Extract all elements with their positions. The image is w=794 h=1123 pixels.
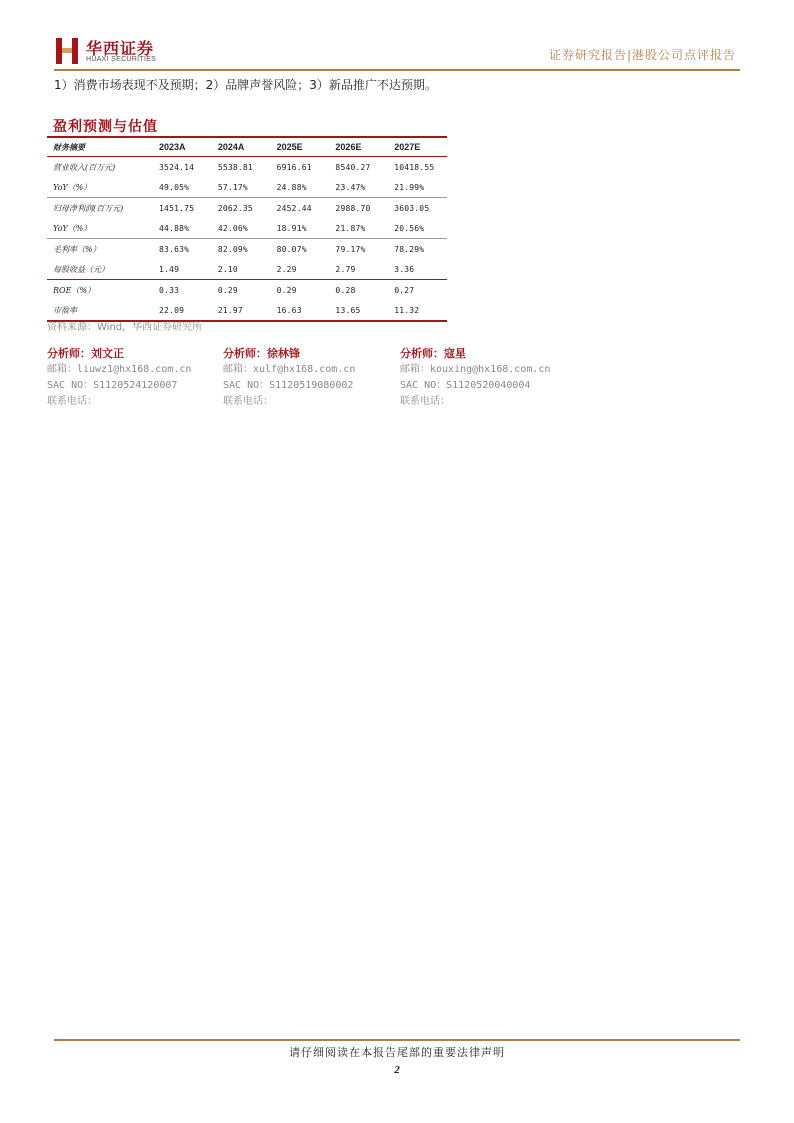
table-cell: 79.17% xyxy=(335,244,366,254)
table-cell: 2.79 xyxy=(335,264,356,274)
row-label: YoY（%） xyxy=(53,223,92,233)
risk-statement: 1）消费市场表现不及预期；2）品牌声誉风险；3）新品推广不达预期。 xyxy=(54,78,437,92)
table-cell: 2.10 xyxy=(217,264,238,274)
table-header-row xyxy=(47,136,447,157)
table-cell: 2.29 xyxy=(276,264,297,274)
analyst-phone: 联系电话： xyxy=(400,396,450,407)
analyst-sac: SAC NO：S1120519080002 xyxy=(223,380,354,391)
column-header: 2023A xyxy=(159,142,186,152)
analyst-sac: SAC NO：S1120520040004 xyxy=(400,380,531,391)
section-title: 盈利预测与估值 xyxy=(53,119,158,135)
analyst-block xyxy=(223,346,355,410)
column-header: 2027E xyxy=(394,142,421,152)
table-row xyxy=(47,157,447,177)
analyst-email: 邮箱：kouxing@hx168.com.cn xyxy=(400,364,551,375)
table-cell: 0.27 xyxy=(394,285,415,295)
table-cell: 78.29% xyxy=(394,244,425,254)
table-cell: 6916.61 xyxy=(276,162,312,172)
column-header: 2024A xyxy=(217,142,245,152)
analyst-email: 邮箱：liuwz1@hx168.com.cn xyxy=(47,364,192,375)
row-label: 归母净利润(百万元) xyxy=(53,203,124,213)
table-cell: 21.97 xyxy=(217,305,243,315)
row-label: 营业收入(百万元) xyxy=(53,162,116,172)
table-cell: 10418.55 xyxy=(394,162,435,172)
table-cell: 20.56% xyxy=(394,223,425,233)
table-cell: 16.63 xyxy=(276,305,302,315)
table-cell: 3524.14 xyxy=(159,162,195,172)
table-cell: 0.33 xyxy=(159,285,180,295)
row-label: 市盈率 xyxy=(53,305,77,315)
table-cell: 22.09 xyxy=(159,305,185,315)
analyst-sac: SAC NO：S1120524120007 xyxy=(47,380,178,391)
report-type: 证券研究报告|港股公司点评报告 xyxy=(548,48,736,62)
table-row xyxy=(47,177,447,197)
table-cell: 0.29 xyxy=(276,285,297,295)
analyst-name: 分析师：徐林锋 xyxy=(223,347,300,360)
company-logo xyxy=(54,36,184,70)
row-label: 每股收益（元） xyxy=(53,264,109,274)
table-cell: 44.88% xyxy=(159,223,190,233)
table-row xyxy=(47,279,447,300)
table-cell: 42.06% xyxy=(217,223,248,233)
analyst-name: 分析师：刘文正 xyxy=(47,347,124,360)
footer-divider xyxy=(54,1039,740,1041)
table-cell: 3.36 xyxy=(394,264,415,274)
analyst-phone: 联系电话： xyxy=(223,396,273,407)
table-cell: 83.63% xyxy=(159,244,190,254)
table-cell: 1451.75 xyxy=(159,203,195,213)
table-row xyxy=(47,218,447,238)
table-cell: 21.99% xyxy=(394,182,425,192)
row-label: 毛利率（%） xyxy=(53,244,101,254)
table-row xyxy=(47,238,447,259)
table-cell: 3603.05 xyxy=(394,203,430,213)
table-cell: 11.32 xyxy=(394,305,420,315)
column-header: 2026E xyxy=(335,142,362,152)
table-cell: 82.09% xyxy=(217,244,248,254)
analyst-name: 分析师：寇星 xyxy=(400,347,466,360)
page-number: 2 xyxy=(394,1064,400,1076)
legal-notice: 请仔细阅读在本报告尾部的重要法律声明 xyxy=(289,1046,505,1059)
header-divider xyxy=(54,69,740,71)
analyst-phone: 联系电话： xyxy=(47,396,97,407)
table-cell: 24.88% xyxy=(276,182,307,192)
table-cell: 18.91% xyxy=(276,223,307,233)
table-cell: 57.17% xyxy=(217,182,248,192)
table-cell: 2988.70 xyxy=(335,203,371,213)
logo-name-cn: 华西证券 xyxy=(86,39,155,58)
table-row xyxy=(47,197,447,218)
table-cell: 13.65 xyxy=(335,305,361,315)
table-cell: 0.29 xyxy=(217,285,238,295)
table-cell: 23.47% xyxy=(335,182,366,192)
table-cell: 2062.35 xyxy=(217,203,253,213)
analyst-block xyxy=(47,346,191,410)
row-label: YoY（%） xyxy=(53,182,92,192)
table-cell: 1.49 xyxy=(159,264,180,274)
table-cell: 0.28 xyxy=(335,285,356,295)
data-source-note: 资料来源：Wind，华西证券研究所 xyxy=(47,322,203,333)
huaxi-logo-icon xyxy=(54,36,80,66)
table-cell: 8540.27 xyxy=(335,162,371,172)
table-cell: 5538.81 xyxy=(217,162,253,172)
logo-name-en: HUAXI SECURITIES xyxy=(86,56,157,63)
table-cell: 49.05% xyxy=(159,182,190,192)
column-header: 2025E xyxy=(276,142,303,152)
row-label: ROE（%） xyxy=(53,285,96,295)
analyst-block xyxy=(400,346,550,410)
table-cell: 2452.44 xyxy=(276,203,312,213)
financial-forecast-table xyxy=(47,136,447,322)
table-cell: 80.07% xyxy=(276,244,307,254)
table-cell: 21.87% xyxy=(335,223,366,233)
analyst-email: 邮箱：xulf@hx168.com.cn xyxy=(223,364,356,375)
table-row xyxy=(47,259,447,279)
table-header-label: 财务摘要 xyxy=(53,141,85,152)
